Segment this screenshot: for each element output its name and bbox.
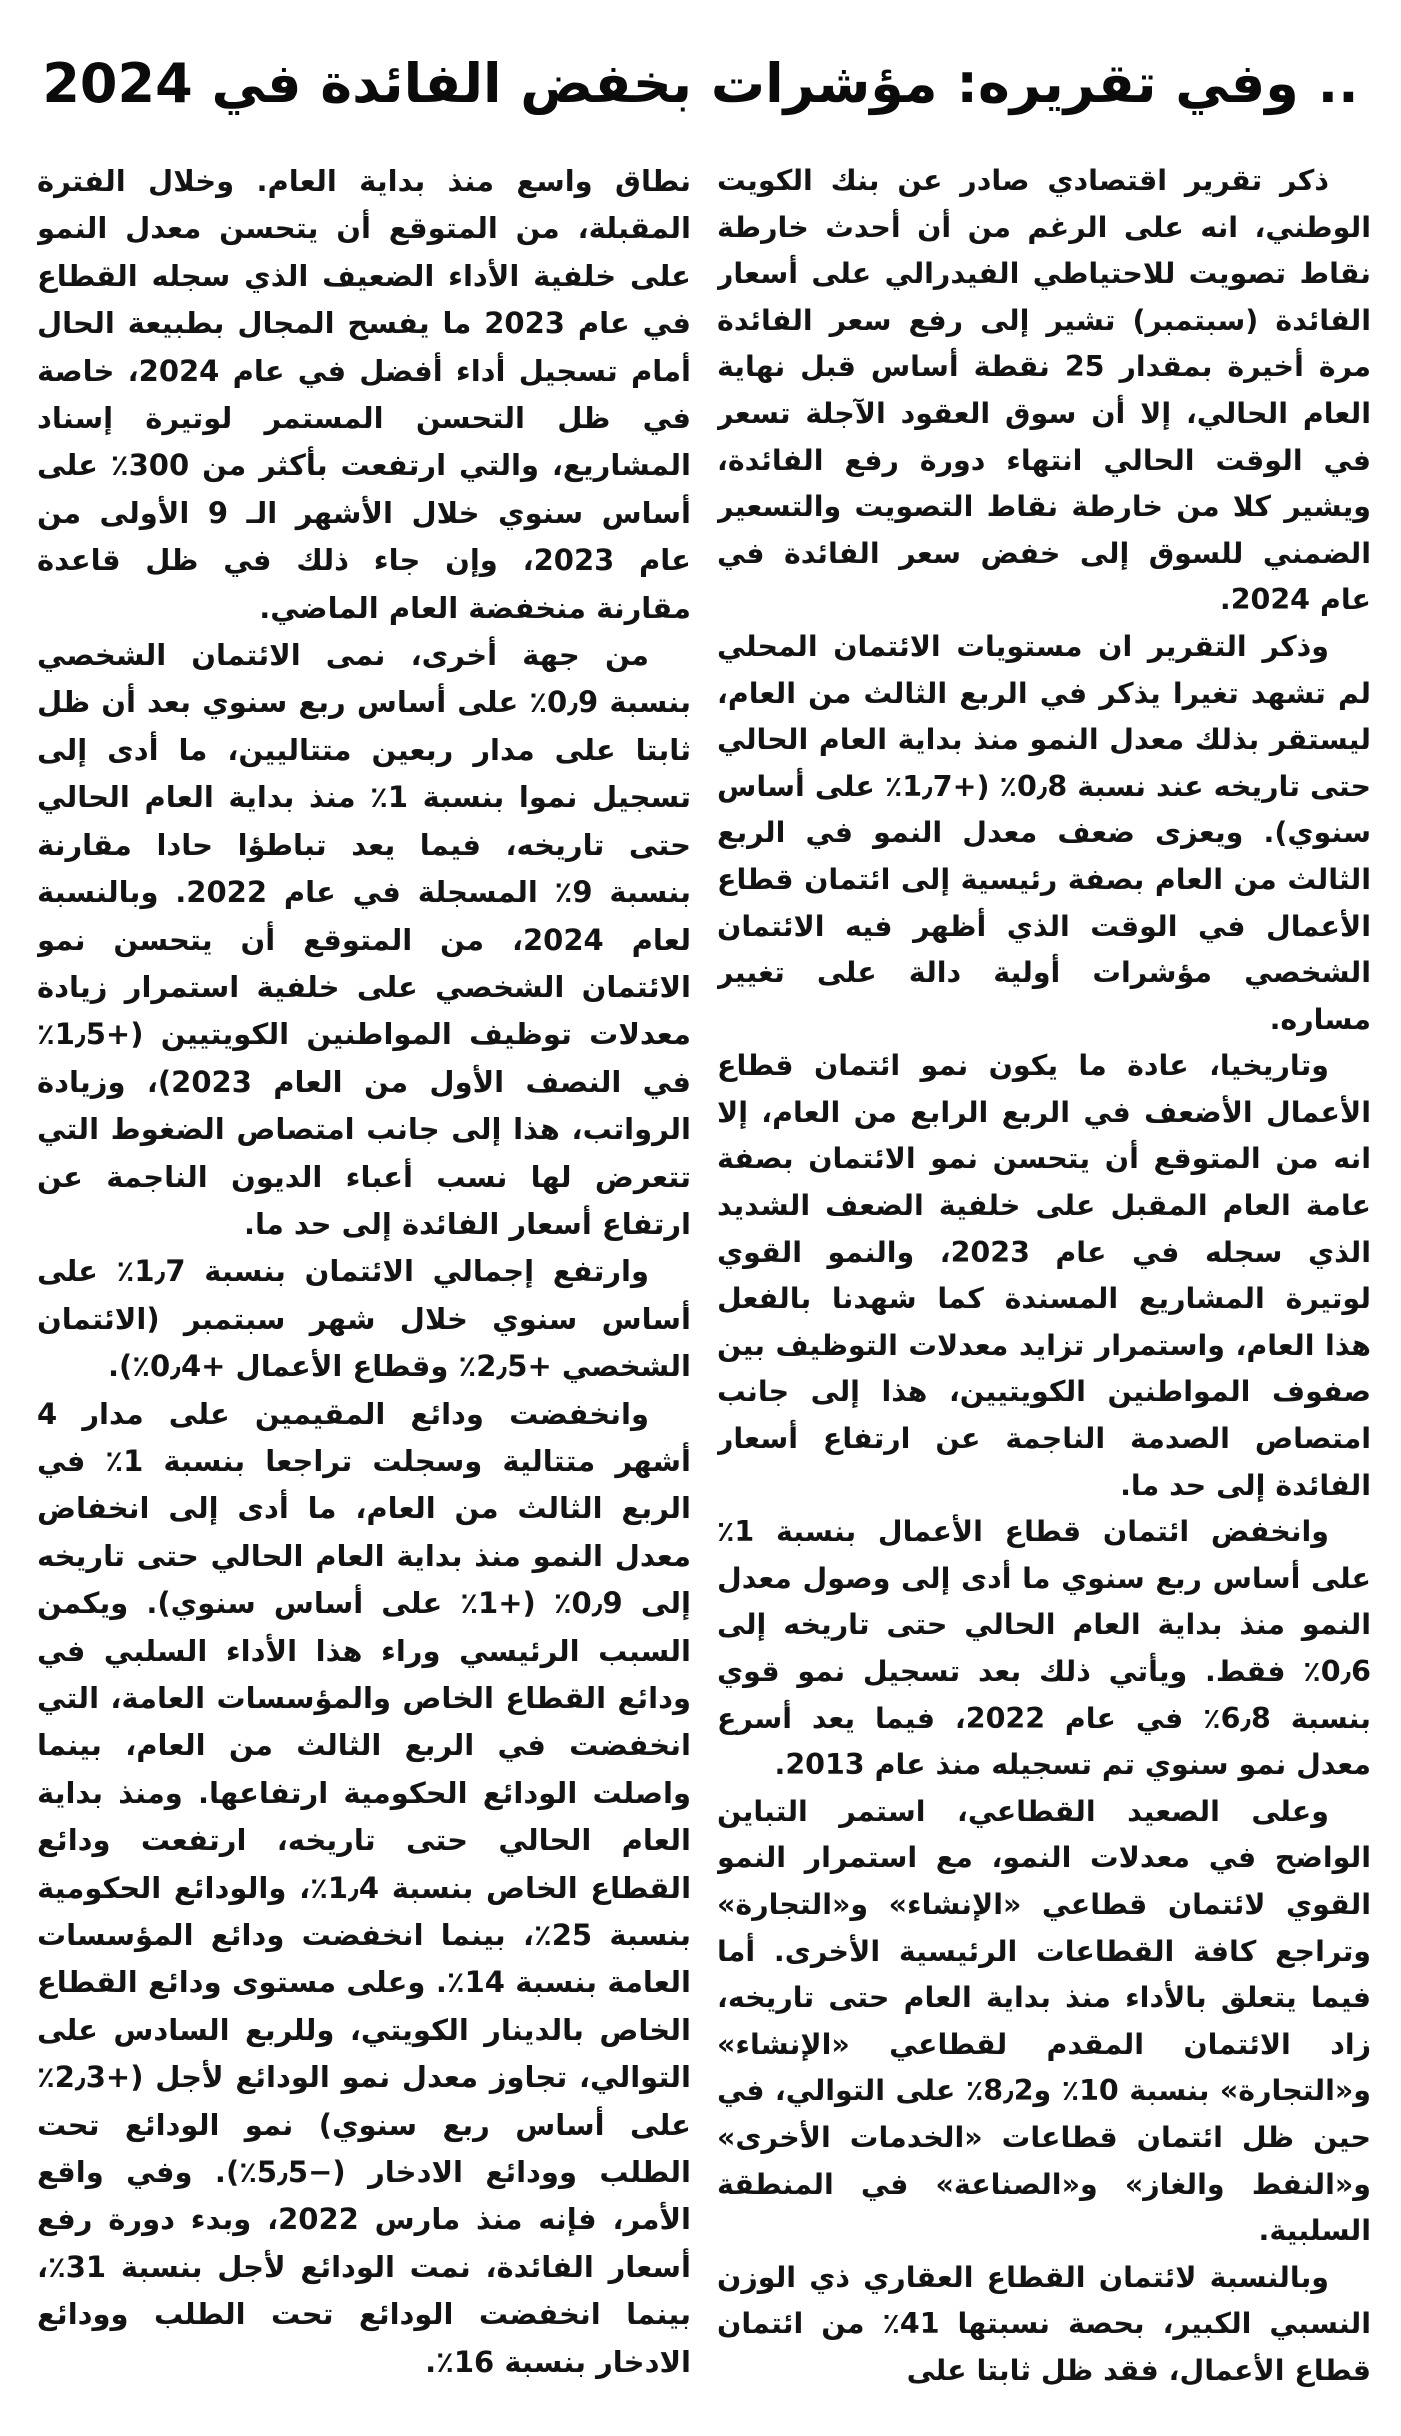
headline: .. وفي تقريره: مؤشرات بخفض الفائدة في 2024	[42, 52, 1359, 115]
paragraph: ذكر تقرير اقتصادي صادر عن بنك الكويت الوطني، انه على الرغم من أن أحدث خارطة نقاط تصويت للاحتياطي الفيدرالي على أسعار الفائدة (سبتمبر) تشير إلى رفع سعر الفائدة مرة أخيرة بمقدار 25 نقطة أساس قبل نهاية العام الحالي، إلا أن سوق العقود الآجلة تسعر في الوقت الحالي انتهاء دورة رفع الفائدة، ويشير كلا من خارطة نقاط التصويت والتسعير الضمني للسوق إلى خفض سعر الفائدة في عام 2024.	[717, 164, 1371, 617]
paragraph: وانخفض ائتمان قطاع الأعمال بنسبة 1٪ على أساس ربع سنوي ما أدى إلى وصول معدل النمو منذ بداية العام الحالي حتى تاريخه إلى 0٫6٪ فقط. ويأتي ذلك بعد تسجيل نمو قوي بنسبة 6٫8٪ في عام 2022، فيما يعد أسرع معدل نمو سنوي تم تسجيله منذ عام 2013.	[717, 1515, 1371, 1782]
paragraph: نطاق واسع منذ بداية العام. وخلال الفترة المقبلة، من المتوقع أن يتحسن معدل النمو على خلفية الأداء الضعيف الذي سجله القطاع في عام 2023 ما يفسح المجال بطبيعة الحال أمام تسجيل أداء أفضل في عام 2024، خاصة في ظل التحسن المستمر لوتيرة إسناد المشاريع، والتي ارتفعت بأكثر من 300٪ على أساس سنوي خلال الأشهر الـ 9 الأولى من عام 2023، وإن جاء ذلك في ظل قاعدة مقارنة منخفضة العام الماضي.	[37, 164, 691, 625]
article-columns	[30, 158, 1371, 2403]
paragraph: وذكر التقرير ان مستويات الائتمان المحلي لم تشهد تغيرا يذكر في الربع الثالث من العام، ليستقر بذلك معدل النمو منذ بداية العام الحالي حتى تاريخه عند نسبة 0٫8٪ (+1٫7٪ على أساس سنوي). ويعزى ضعف معدل النمو في الربع الثالث من العام بصفة رئيسية إلى ائتمان قطاع الأعمال في الوقت الذي أظهر فيه الائتمان الشخصي مؤشرات أولية دالة على تغيير مساره.	[717, 629, 1371, 1036]
paragraph: وبالنسبة لائتمان القطاع العقاري ذي الوزن النسبي الكبير، بحصة نسبتها 41٪ من ائتمان قطاع الأعمال، فقد ظل ثابتا على	[717, 2260, 1371, 2387]
paragraph: وارتفع إجمالي الائتمان بنسبة 1٫7٪ على أساس سنوي خلال شهر سبتمبر (الائتمان الشخصي +2٫5٪ وقطاع الأعمال +0٫4٪).	[37, 1254, 691, 1384]
paragraph: من جهة أخرى، نمى الائتمان الشخصي بنسبة 0٫9٪ على أساس ربع سنوي بعد أن ظل ثابتا على مدار ربعين متتاليين، ما أدى إلى تسجيل نموا بنسبة 1٪ منذ بداية العام الحالي حتى تاريخه، فيما يعد تباطؤا حادا مقارنة بنسبة 9٪ المسجلة في عام 2022. وبالنسبة لعام 2024، من المتوقع أن يتحسن نمو الائتمان الشخصي على خلفية استمرار زيادة معدلات توظيف المواطنين الكويتيين (+1٫5٪ في النصف الأول من العام 2023)، وزيادة الرواتب، هذا إلى جانب امتصاص الضغوط التي تتعرض لها نسب أعباء الديون الناجمة عن ارتفاع أسعار الفائدة إلى حد ما.	[37, 638, 691, 1241]
paragraph: وانخفضت ودائع المقيمين على مدار 4 أشهر متتالية وسجلت تراجعا بنسبة 1٪ في الربع الثالث من العام، ما أدى إلى انخفاض معدل النمو منذ بداية العام الحالي حتى تاريخه إلى 0٫9٪ (+1٪ على أساس سنوي). ويكمن السبب الرئيسي وراء هذا الأداء السلبي في ودائع القطاع الخاص والمؤسسات العامة، التي انخفضت في الربع الثالث من العام، بينما واصلت الودائع الحكومية ارتفاعها. ومنذ بداية العام الحالي حتى تاريخه، ارتفعت ودائع القطاع الخاص بنسبة 1٫4٪، والودائع الحكومية بنسبة 25٪، بينما انخفضت ودائع المؤسسات العامة بنسبة 14٪. وعلى مستوى ودائع القطاع الخاص بالدينار الكويتي، وللربع السادس على التوالي، تجاوز معدل نمو الودائع لأجل (+2٫3٪ على أساس ربع سنوي) نمو الودائع تحت الطلب وودائع الادخار (−5٫5٪). وفي واقع الأمر، فإنه منذ مارس 2022، وبدء دورة رفع أسعار الفائدة، نمت الودائع لأجل بنسبة 31٪، بينما انخفضت الودائع تحت الطلب وودائع الادخار بنسبة 16٪.	[37, 1396, 691, 2379]
paragraph: وتاريخيا، عادة ما يكون نمو ائتمان قطاع الأعمال الأضعف في الربع الرابع من العام، إلا انه من المتوقع أن يتحسن نمو الائتمان بصفة عامة العام المقبل على خلفية الضعف الشديد الذي سجله في عام 2023، والنمو القوي لوتيرة المشاريع المسندة كما شهدنا بالفعل هذا العام، واستمرار تزايد معدلات التوظيف بين صفوف المواطنين الكويتيين، هذا إلى جانب امتصاص الصدمة الناجمة عن ارتفاع أسعار الفائدة إلى حد ما.	[717, 1049, 1371, 1502]
paragraph: وعلى الصعيد القطاعي، استمر التباين الواضح في معدلات النمو، مع استمرار النمو القوي لائتمان قطاعي «الإنشاء» و«التجارة» وتراجع كافة القطاعات الرئيسية الأخرى. أما فيما يتعلق بالأداء منذ بداية العام حتى تاريخه، زاد الائتمان المقدم لقطاعي «الإنشاء» و«التجارة» بنسبة 10٪ و8٫2٪ على التوالي، في حين ظل ائتمان قطاعات «الخدمات الأخرى» و«النفط والغاز» و«الصناعة» في المنطقة السلبية.	[717, 1794, 1371, 2248]
article-column-right	[717, 158, 1371, 2403]
article-column-left	[37, 158, 691, 2403]
